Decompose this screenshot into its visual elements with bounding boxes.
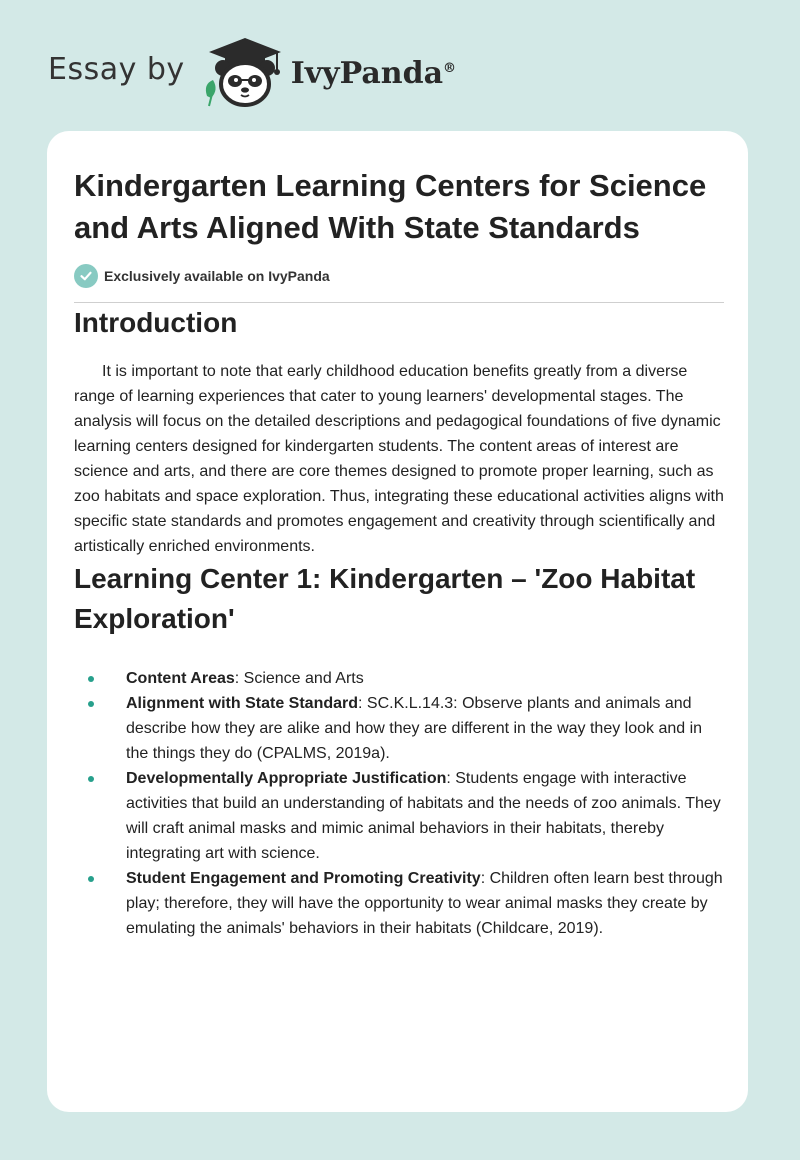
essay-card [47, 131, 748, 1112]
list-item [74, 666, 724, 691]
bullet-icon [88, 776, 94, 782]
list-item [74, 866, 724, 941]
bullet-icon [88, 876, 94, 882]
introduction-heading: Introduction [74, 307, 238, 338]
learning-center-1-list [74, 666, 724, 941]
list-item [74, 691, 724, 766]
list-item [74, 766, 724, 866]
list-item-label: Student Engagement and Promoting Creativity [126, 870, 481, 887]
list-item-label: Alignment with State Standard [126, 695, 359, 712]
essay-title: Kindergarten Learning Centers for Science and Arts Aligned With State Standards [74, 168, 707, 245]
check-circle-icon [74, 264, 98, 288]
list-item-text: : Children often learn best through play; therefore, they will have the opportunity to wear animal masks they create by emulating the animals' behaviors in their habitats (Childcare, 2019). [126, 870, 723, 937]
list-item-text: : SC.K.L.14.3: Observe plants and animals and describe how they are alike and how they are different in the way they look and in the things they do (CPALMS, 2019a). [126, 695, 703, 762]
brand-name: IvyPanda® [290, 55, 457, 91]
brand-prefix: Essay by [48, 51, 185, 87]
availability-text: Exclusively available on IvyPanda [104, 268, 330, 284]
panda-logo-icon[interactable] [201, 34, 289, 110]
availability-note [74, 264, 724, 288]
list-item-text: : Students engage with interactive activities that build an understanding of habitats and the needs of zoo animals. They will craft animal masks and mimic animal behaviors in their habitats, thereby integrating art with science. [126, 770, 721, 862]
bullet-icon [88, 701, 94, 707]
list-item-text: : Science and Arts [234, 670, 364, 687]
list-item-label: Developmentally Appropriate Justification [126, 770, 447, 787]
brand-header [48, 34, 456, 110]
list-item-label: Content Areas [126, 670, 235, 687]
learning-center-1-heading: Learning Center 1: Kindergarten – 'Zoo Habitat Exploration' [74, 563, 696, 634]
bullet-icon [88, 676, 94, 682]
introduction-paragraph: It is important to note that early childhood education benefits greatly from a diverse range of learning experiences that cater to young learners' developmental stages. The analysis will focus on the detailed descriptions and pedagogical foundations of five dynamic learning centers designed for kindergarten students. The content areas of interest are science and arts, and there are core themes designed to promote proper learning, such as zoo habitats and space exploration. Thus, integrating these educational activities aligns with specific state standards and promotes engagement and creativity through scientifically and artistically enriched environments. [74, 363, 724, 555]
essay-content [74, 165, 724, 941]
